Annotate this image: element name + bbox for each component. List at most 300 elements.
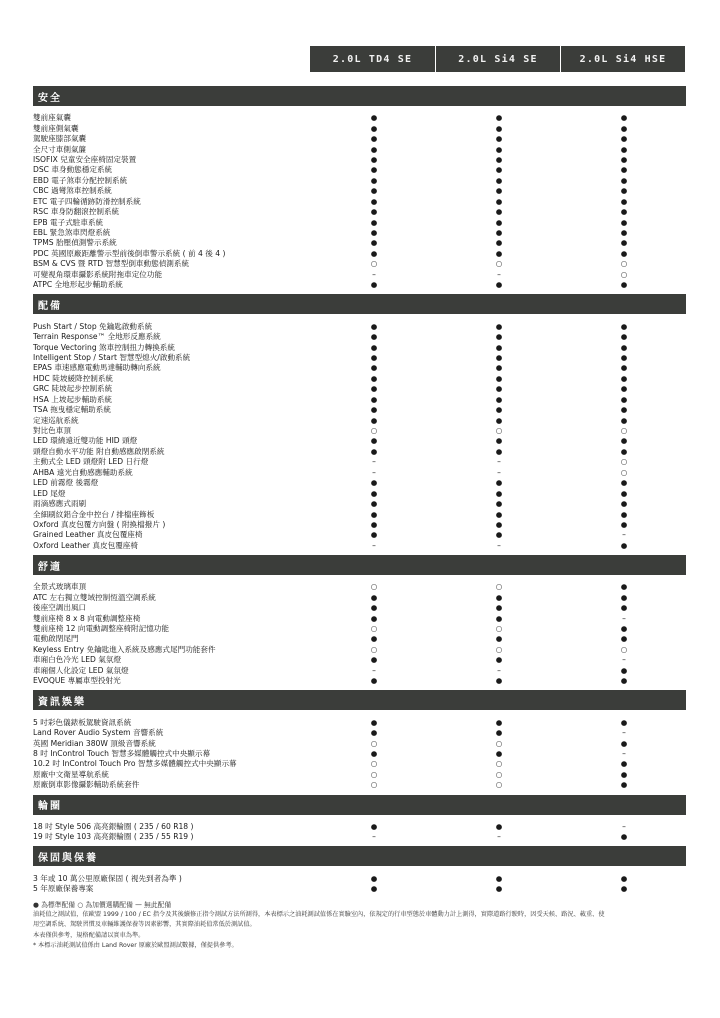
spec-label: 頭燈自動水平功能 附自動感應啟閉系統 — [33, 446, 165, 456]
availability-mark: ● — [495, 384, 503, 394]
spec-label: 主動式全 LED 頭燈附 LED 日行燈 — [33, 457, 149, 467]
availability-mark: ● — [495, 613, 503, 623]
spec-label: Land Rover Audio System 音響系統 — [33, 728, 164, 738]
spec-row — [33, 259, 686, 269]
spec-row — [33, 738, 686, 748]
availability-mark: ● — [495, 509, 503, 519]
spec-row — [33, 270, 686, 280]
availability-mark: ● — [495, 363, 503, 373]
spec-section — [33, 294, 686, 555]
availability-mark: ● — [620, 384, 628, 394]
spec-row — [33, 207, 686, 217]
spec-label: Grained Leather 真皮包覆座椅 — [33, 530, 143, 540]
availability-mark: ○ — [370, 780, 378, 790]
spec-row — [33, 873, 686, 883]
availability-mark: ● — [495, 499, 503, 509]
availability-mark: ● — [370, 217, 378, 227]
spec-rows — [33, 314, 686, 555]
spec-label: EBD 電子煞車分配控制系統 — [33, 175, 128, 185]
spec-row — [33, 426, 686, 436]
availability-mark: ○ — [620, 426, 628, 436]
availability-mark: ○ — [620, 269, 628, 279]
availability-mark: ○ — [495, 780, 503, 790]
availability-mark: ● — [370, 394, 378, 404]
availability-mark: ● — [495, 332, 503, 342]
availability-mark: ● — [495, 478, 503, 488]
spec-row — [33, 520, 686, 530]
legend-note: ● 為標準配備 ○ 為加價選購配備 — 無此配備 — [33, 901, 172, 909]
availability-mark: ● — [620, 436, 628, 446]
spec-row — [33, 176, 686, 186]
spec-row — [33, 436, 686, 446]
availability-mark: ● — [495, 207, 503, 217]
availability-mark: ● — [620, 769, 628, 779]
availability-mark: ● — [495, 530, 503, 540]
section-title: 安全 — [33, 86, 686, 106]
availability-mark: ● — [620, 446, 628, 456]
spec-row — [33, 770, 686, 780]
spec-label: 雙前座側氣囊 — [33, 123, 79, 133]
availability-mark: ● — [370, 196, 378, 206]
availability-mark: – — [622, 728, 626, 738]
spec-label: EPAS 車速感應電動馬達輔助轉向系統 — [33, 363, 161, 373]
spec-row — [33, 342, 686, 352]
availability-mark: ● — [620, 228, 628, 238]
spec-row — [33, 134, 686, 144]
availability-mark: ● — [495, 196, 503, 206]
spec-label: EPB 電子式駐車系統 — [33, 217, 104, 227]
availability-mark: ● — [495, 415, 503, 425]
availability-mark: ● — [370, 175, 378, 185]
availability-mark: ● — [495, 405, 503, 415]
spec-row — [33, 530, 686, 540]
availability-mark: ○ — [370, 426, 378, 436]
availability-mark: ● — [370, 373, 378, 383]
availability-mark: – — [622, 530, 626, 540]
spec-label: 原廠倒車影像攝影輔助系統套件 — [33, 780, 140, 790]
spec-rows — [33, 815, 686, 847]
availability-mark: ● — [495, 373, 503, 383]
spec-label: Intelligent Stop / Start 智慧型熄火/啟動系統 — [33, 352, 191, 362]
availability-mark: ● — [370, 728, 378, 738]
availability-mark: – — [372, 269, 376, 279]
spec-label: DSC 車身動態穩定系統 — [33, 165, 113, 175]
spec-row — [33, 613, 686, 623]
spec-row — [33, 228, 686, 238]
availability-mark: ● — [370, 499, 378, 509]
availability-mark: ● — [495, 748, 503, 758]
availability-mark: ● — [620, 321, 628, 331]
availability-mark: ● — [620, 144, 628, 154]
spec-row — [33, 363, 686, 373]
spec-label: 10.2 吋 InControl Touch Pro 智慧多媒體觸控式中央顯示幕 — [33, 759, 237, 769]
availability-mark: ● — [495, 113, 503, 123]
availability-mark: ● — [620, 478, 628, 488]
availability-mark: ● — [495, 717, 503, 727]
availability-mark: ● — [620, 582, 628, 592]
availability-mark: ○ — [620, 457, 628, 467]
availability-mark: ○ — [495, 769, 503, 779]
availability-mark: ● — [370, 123, 378, 133]
availability-mark: ● — [620, 415, 628, 425]
reference-note: 本表僅供參考，規格配備請以實車為準。 — [33, 931, 145, 939]
availability-mark: – — [622, 613, 626, 623]
availability-mark: ○ — [370, 738, 378, 748]
spec-rows — [33, 710, 686, 794]
availability-mark: ● — [370, 613, 378, 623]
spec-row — [33, 728, 686, 738]
availability-mark: – — [372, 467, 376, 477]
availability-mark: ○ — [495, 624, 503, 634]
availability-mark: ● — [370, 415, 378, 425]
spec-row — [33, 238, 686, 248]
spec-label: LED 前霧燈 後霧燈 — [33, 478, 99, 488]
spec-label: 3 年或 10 萬公里原廠保固 ( 視先到者為準 ) — [33, 873, 182, 883]
availability-mark: ● — [370, 144, 378, 154]
spec-label: 8 吋 InControl Touch 智慧多媒體觸控式中央顯示幕 — [33, 748, 211, 758]
spec-label: 雙前座椅 8 x 8 向電動調整座椅 — [33, 613, 141, 623]
spec-label: ETC 電子四輪循跡防滑控制系統 — [33, 196, 141, 206]
spec-row — [33, 321, 686, 331]
availability-mark: ● — [495, 394, 503, 404]
spec-label: 可變視角環車攝影系統附拖車定位功能 — [33, 269, 163, 279]
availability-mark: ● — [370, 634, 378, 644]
availability-mark: ● — [370, 228, 378, 238]
spec-row — [33, 155, 686, 165]
spec-section — [33, 555, 686, 690]
availability-mark: ● — [495, 175, 503, 185]
spec-row — [33, 478, 686, 488]
availability-mark: ● — [370, 603, 378, 613]
availability-mark: – — [497, 457, 501, 467]
availability-mark: ● — [620, 186, 628, 196]
spec-row — [33, 822, 686, 832]
spec-row — [33, 395, 686, 405]
spec-label: TSA 拖曳穩定輔助系統 — [33, 405, 111, 415]
availability-mark: ● — [370, 321, 378, 331]
availability-mark: ● — [620, 238, 628, 248]
availability-mark: ● — [495, 217, 503, 227]
spec-label: GRC 陡坡起步控制系統 — [33, 384, 113, 394]
spec-label: 雙前座椅 12 向電動調整座椅附記憶功能 — [33, 624, 169, 634]
availability-mark: ● — [620, 759, 628, 769]
model-header-si4-hse: 2.0L Si4 HSE — [560, 46, 685, 72]
availability-mark: ● — [620, 499, 628, 509]
availability-mark: ● — [370, 821, 378, 831]
spec-row — [33, 749, 686, 759]
availability-mark: ● — [620, 405, 628, 415]
spec-row — [33, 509, 686, 519]
availability-mark: ● — [370, 165, 378, 175]
availability-mark: ● — [370, 154, 378, 164]
availability-mark: – — [622, 821, 626, 831]
availability-mark: ● — [620, 394, 628, 404]
availability-mark: ● — [620, 540, 628, 550]
spec-rows — [33, 106, 686, 294]
availability-mark: ○ — [495, 582, 503, 592]
spec-row — [33, 447, 686, 457]
availability-mark: ○ — [370, 259, 378, 269]
availability-mark: ● — [620, 248, 628, 258]
availability-mark: ● — [620, 519, 628, 529]
spec-label: 19 吋 Style 103 高亮銀輪圈 ( 235 / 55 R19 ) — [33, 832, 194, 842]
section-title: 輪圈 — [33, 795, 686, 815]
availability-mark: ● — [620, 634, 628, 644]
availability-mark: ○ — [495, 759, 503, 769]
spec-row — [33, 123, 686, 133]
availability-mark: ● — [620, 665, 628, 675]
availability-mark: ● — [370, 717, 378, 727]
spec-section — [33, 690, 686, 794]
spec-label: 原廠中文衛星導航系統 — [33, 769, 109, 779]
availability-mark: ● — [370, 530, 378, 540]
spec-rows — [33, 575, 686, 690]
spec-row — [33, 499, 686, 509]
availability-mark: ● — [370, 655, 378, 665]
spec-row — [33, 280, 686, 290]
availability-mark: ● — [495, 884, 503, 894]
availability-mark: ● — [370, 748, 378, 758]
availability-mark: ● — [620, 123, 628, 133]
availability-mark: ○ — [620, 644, 628, 654]
spec-label: Torque Vectoring 煞車控制扭力轉換系統 — [33, 342, 175, 352]
availability-mark: – — [497, 269, 501, 279]
availability-mark: ● — [495, 154, 503, 164]
spec-row — [33, 593, 686, 603]
availability-mark: ● — [495, 821, 503, 831]
availability-mark: ● — [495, 519, 503, 529]
availability-mark: ● — [495, 342, 503, 352]
availability-mark: ● — [370, 384, 378, 394]
availability-mark: – — [622, 655, 626, 665]
spec-row — [33, 384, 686, 394]
availability-mark: ● — [495, 436, 503, 446]
spec-row — [33, 541, 686, 551]
availability-mark: ● — [620, 280, 628, 290]
spec-rows — [33, 866, 686, 898]
availability-mark: ● — [370, 238, 378, 248]
spec-row — [33, 634, 686, 644]
availability-mark: ● — [495, 446, 503, 456]
availability-mark: – — [372, 665, 376, 675]
availability-mark: ● — [620, 332, 628, 342]
availability-mark: ● — [370, 488, 378, 498]
availability-mark: ○ — [495, 644, 503, 654]
spec-row — [33, 655, 686, 665]
spec-label: HSA 上坡起步輔助系統 — [33, 394, 113, 404]
availability-mark: – — [372, 457, 376, 467]
spec-row — [33, 353, 686, 363]
availability-mark: ● — [620, 780, 628, 790]
spec-label: 對比色車頂 — [33, 426, 71, 436]
spec-label: Oxford 真皮包覆方向盤 ( 附換檔撥片 ) — [33, 519, 166, 529]
spec-label: 18 吋 Style 506 高亮銀輪圈 ( 235 / 60 R18 ) — [33, 821, 194, 831]
test-data-note: * 本標示油耗測試值係由 Land Rover 原廠於歐盟測試數據，僅提供參考。 — [33, 941, 238, 949]
spec-label: Keyless Entry 免鑰匙進入系統及感應式尾門功能套件 — [33, 644, 216, 654]
spec-label: ATPC 全地形起步輔助系統 — [33, 280, 123, 290]
availability-mark: ● — [370, 134, 378, 144]
availability-mark: ● — [620, 154, 628, 164]
spec-label: CBC 過彎煞車控制系統 — [33, 186, 112, 196]
spec-section — [33, 86, 686, 294]
fuel-note-line-1: 油耗值之測試值，依歐盟 1999 / 100 / EC 指令及其後續修正指令測試方法所測得，本表標示之油耗測試值係在實驗室內，依規定的行車型態於車體動力計上測得，實際道路行駛時，因受天候、路況、載重、使 — [33, 911, 605, 919]
spec-row — [33, 488, 686, 498]
spec-section — [33, 795, 686, 847]
availability-mark: ● — [370, 280, 378, 290]
availability-mark: ● — [620, 884, 628, 894]
spec-row — [33, 582, 686, 592]
availability-mark: ● — [370, 332, 378, 342]
availability-mark: ● — [370, 248, 378, 258]
availability-mark: ● — [620, 373, 628, 383]
section-title: 資訊娛樂 — [33, 690, 686, 710]
availability-mark: ● — [370, 592, 378, 602]
availability-mark: ○ — [370, 759, 378, 769]
spec-label: LED 環繞遠近雙功能 HID 頭燈 — [33, 436, 138, 446]
model-header — [310, 46, 686, 72]
spec-label: PDC 英國原廠距離警示型前後倒車警示系統 ( 前 4 後 4 ) — [33, 248, 226, 258]
availability-mark: – — [497, 832, 501, 842]
availability-mark: ● — [620, 592, 628, 602]
availability-mark: – — [497, 540, 501, 550]
spec-label: BSM & CVS 暨 RTD 智慧型倒車動態偵測系統 — [33, 259, 190, 269]
fuel-note-line-2: 用空調系統、駕駛習慣及車輛維護保養等因素影響，其實際油耗值常低於測試值。 — [33, 921, 256, 929]
availability-mark: ● — [620, 832, 628, 842]
spec-label: 5 年原廠保養專案 — [33, 884, 94, 894]
availability-mark: – — [622, 748, 626, 758]
spec-label: HDC 陡坡緩降控制系統 — [33, 373, 114, 383]
availability-mark: ○ — [370, 582, 378, 592]
model-header-td4-se: 2.0L TD4 SE — [310, 46, 435, 72]
spec-label: LED 尾燈 — [33, 488, 66, 498]
availability-mark: ● — [495, 676, 503, 686]
spec-label: 車廂個人化設定 LED 氣氛燈 — [33, 665, 129, 675]
availability-mark: ○ — [495, 426, 503, 436]
availability-mark: ○ — [495, 738, 503, 748]
spec-row — [33, 676, 686, 686]
availability-mark: – — [497, 467, 501, 477]
spec-row — [33, 759, 686, 769]
availability-mark: ● — [495, 321, 503, 331]
availability-mark: ● — [370, 405, 378, 415]
availability-mark: ● — [370, 509, 378, 519]
spec-label: ISOFIX 兒童安全座椅固定裝置 — [33, 154, 137, 164]
availability-mark: ● — [620, 175, 628, 185]
spec-row — [33, 405, 686, 415]
spec-row — [33, 113, 686, 123]
spec-label: EVOQUE 專屬車型投射光 — [33, 676, 121, 686]
spec-label: TPMS 胎壓偵測警示系統 — [33, 238, 117, 248]
spec-row — [33, 249, 686, 259]
availability-mark: ● — [370, 446, 378, 456]
spec-row — [33, 144, 686, 154]
availability-mark: ○ — [370, 644, 378, 654]
availability-mark: ● — [370, 207, 378, 217]
spec-label: 雙前座氣囊 — [33, 113, 71, 123]
spec-section — [33, 846, 686, 898]
spec-label: 電動啟閉尾門 — [33, 634, 79, 644]
availability-mark: ● — [495, 186, 503, 196]
spec-label: Oxford Leather 真皮包覆座椅 — [33, 540, 138, 550]
availability-mark: – — [372, 540, 376, 550]
availability-mark: ● — [370, 676, 378, 686]
availability-mark: ○ — [370, 624, 378, 634]
spec-row — [33, 374, 686, 384]
spec-label: 後座空調出風口 — [33, 603, 87, 613]
availability-mark: ● — [495, 592, 503, 602]
availability-mark: ● — [495, 488, 503, 498]
availability-mark: ● — [370, 519, 378, 529]
section-title: 保固與保養 — [33, 846, 686, 866]
spec-label: 5 吋彩色儀錶板駕駛資訊系統 — [33, 717, 132, 727]
spec-row — [33, 624, 686, 634]
availability-mark: ● — [370, 478, 378, 488]
spec-row — [33, 832, 686, 842]
spec-label: 全細刷紋鋁合金中控台 / 排檔座飾板 — [33, 509, 155, 519]
availability-mark: ● — [620, 363, 628, 373]
spec-row — [33, 457, 686, 467]
spec-row — [33, 717, 686, 727]
availability-mark: ● — [620, 717, 628, 727]
availability-mark: ● — [620, 603, 628, 613]
availability-mark: ● — [620, 488, 628, 498]
availability-mark: ● — [495, 228, 503, 238]
availability-mark: ● — [620, 873, 628, 883]
availability-mark: ● — [620, 217, 628, 227]
availability-mark: ● — [620, 738, 628, 748]
spec-label: 定速巡航系統 — [33, 415, 79, 425]
spec-row — [33, 884, 686, 894]
availability-mark: – — [372, 832, 376, 842]
spec-label: Terrain Response™ 全地形反應系統 — [33, 332, 161, 342]
spec-label: Push Start / Stop 免鑰匙啟動系統 — [33, 321, 153, 331]
spec-label: 車廂白色冷光 LED 氣氛燈 — [33, 655, 122, 665]
spec-row — [33, 666, 686, 676]
section-title: 配備 — [33, 294, 686, 314]
spec-row — [33, 603, 686, 613]
availability-mark: ● — [370, 884, 378, 894]
availability-mark: ● — [620, 134, 628, 144]
availability-mark: ● — [370, 873, 378, 883]
spec-row — [33, 415, 686, 425]
availability-mark: ○ — [370, 769, 378, 779]
availability-mark: ○ — [620, 259, 628, 269]
availability-mark: ○ — [495, 259, 503, 269]
availability-mark: ● — [620, 113, 628, 123]
availability-mark: ● — [495, 352, 503, 362]
spec-row — [33, 217, 686, 227]
availability-mark: ● — [620, 352, 628, 362]
spec-label: ATC 左右獨立雙域控制恆溫空調系統 — [33, 592, 156, 602]
availability-mark: ● — [495, 144, 503, 154]
spec-label: 駕駛座膝部氣囊 — [33, 134, 87, 144]
availability-mark: ● — [370, 113, 378, 123]
availability-mark: ● — [495, 603, 503, 613]
availability-mark: – — [497, 665, 501, 675]
spec-label: EBL 緊急煞車閃燈系統 — [33, 228, 111, 238]
spec-row — [33, 645, 686, 655]
availability-mark: ● — [495, 123, 503, 133]
availability-mark: ● — [495, 655, 503, 665]
spec-row — [33, 197, 686, 207]
availability-mark: ● — [620, 509, 628, 519]
availability-mark: ● — [620, 624, 628, 634]
spec-label: 全景式玻璃車頂 — [33, 582, 87, 592]
availability-mark: ● — [495, 134, 503, 144]
spec-table — [33, 86, 686, 898]
spec-row — [33, 468, 686, 478]
spec-label: 英國 Meridian 380W 頂級音響系統 — [33, 738, 156, 748]
